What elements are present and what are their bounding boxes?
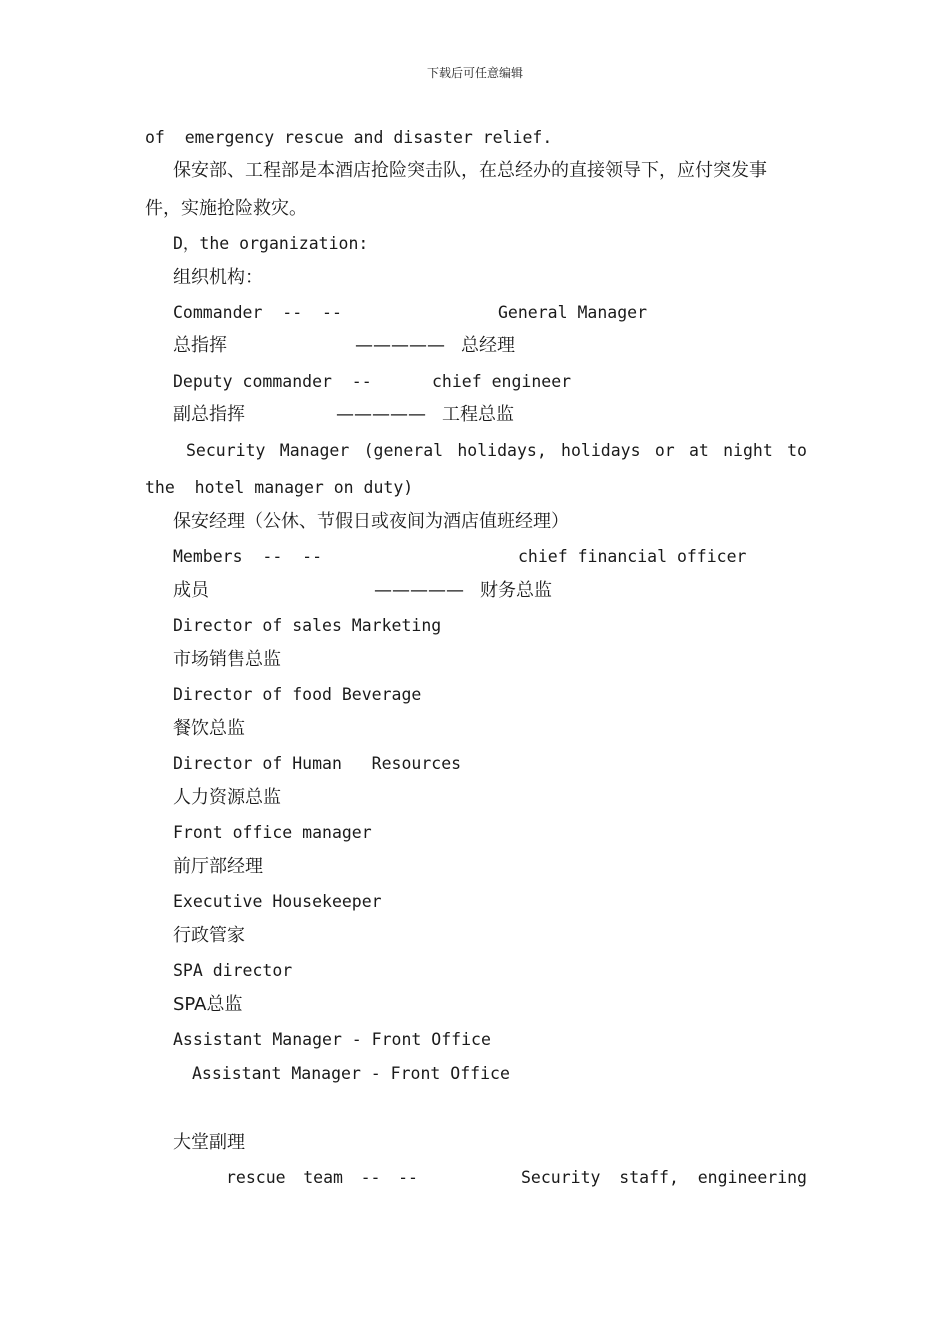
word: -- [398,1168,418,1187]
member-title-cn: 人力资源总监 [173,787,281,808]
role-label-cn: 总指挥 [173,335,227,356]
dash-separator: ————— [336,404,426,425]
dash-separator: ————— [374,580,464,601]
text-line-cn: 保安经理（公休、节假日或夜间为酒店值班经理） [173,511,569,532]
word: to [787,441,807,460]
section-heading: D，the organization: [173,234,369,253]
member-title-cn: 大堂副理 [173,1132,245,1153]
role-holder-cn: 财务总监 [480,580,552,601]
word: staff, [619,1168,679,1187]
role-holder-cn: 总经理 [461,335,515,356]
text-line: of emergency rescue and disaster relief. [145,128,553,147]
word: engineering [697,1168,807,1187]
text-line: 件，实施抢险救灾。 [145,198,307,219]
member-title: SPA director [173,961,293,980]
justified-line [226,1167,418,1189]
dash-separator: ————— [355,335,445,356]
role-label-cn: 副总指挥 [173,404,245,425]
word: rescue [226,1168,286,1187]
member-title: Front office manager [173,823,372,842]
role-holder: chief financial officer [518,547,747,566]
member-title-cn: SPA总监 [173,994,243,1015]
word: (general [363,441,444,460]
justified-line [186,440,807,462]
member-title: Assistant Manager - Front Office [192,1064,510,1083]
role-label-cn: 成员 [173,580,209,601]
word: holidays [561,441,641,460]
member-title-cn: 前厅部经理 [173,856,263,877]
justified-line [521,1167,807,1189]
member-title: Assistant Manager - Front Office [173,1030,491,1049]
word: team [303,1168,343,1187]
role-label: Members -- -- [173,547,323,566]
role-holder: chief engineer [432,372,572,391]
text-line: the hotel manager on duty) [145,478,414,497]
word: -- [360,1168,381,1187]
role-holder: General Manager [498,303,648,322]
word: at [688,441,709,460]
member-title: Director of Human Resources [173,754,462,773]
member-title: Executive Housekeeper [173,892,382,911]
member-title-cn: 行政管家 [173,925,245,946]
word: holidays, [457,441,547,460]
word: Manager [279,441,350,460]
word: Security [521,1168,601,1187]
word: night [723,441,773,460]
text-line: 保安部、工程部是本酒店抢险突击队，在总经办的直接领导下，应付突发事 [173,160,767,181]
member-title-cn: 市场销售总监 [173,649,281,670]
member-title-cn: 餐饮总监 [173,718,245,739]
word: Security [186,441,266,460]
page-header-note: 下载后可任意编辑 [426,66,523,80]
word: or [654,441,675,460]
member-title: Director of food Beverage [173,685,422,704]
section-heading-cn: 组织机构： [173,267,263,288]
role-holder-cn: 工程总监 [442,404,514,425]
role-label: Deputy commander -- [173,372,372,391]
role-label: Commander -- -- [173,303,342,322]
member-title: Director of sales Marketing [173,616,442,635]
